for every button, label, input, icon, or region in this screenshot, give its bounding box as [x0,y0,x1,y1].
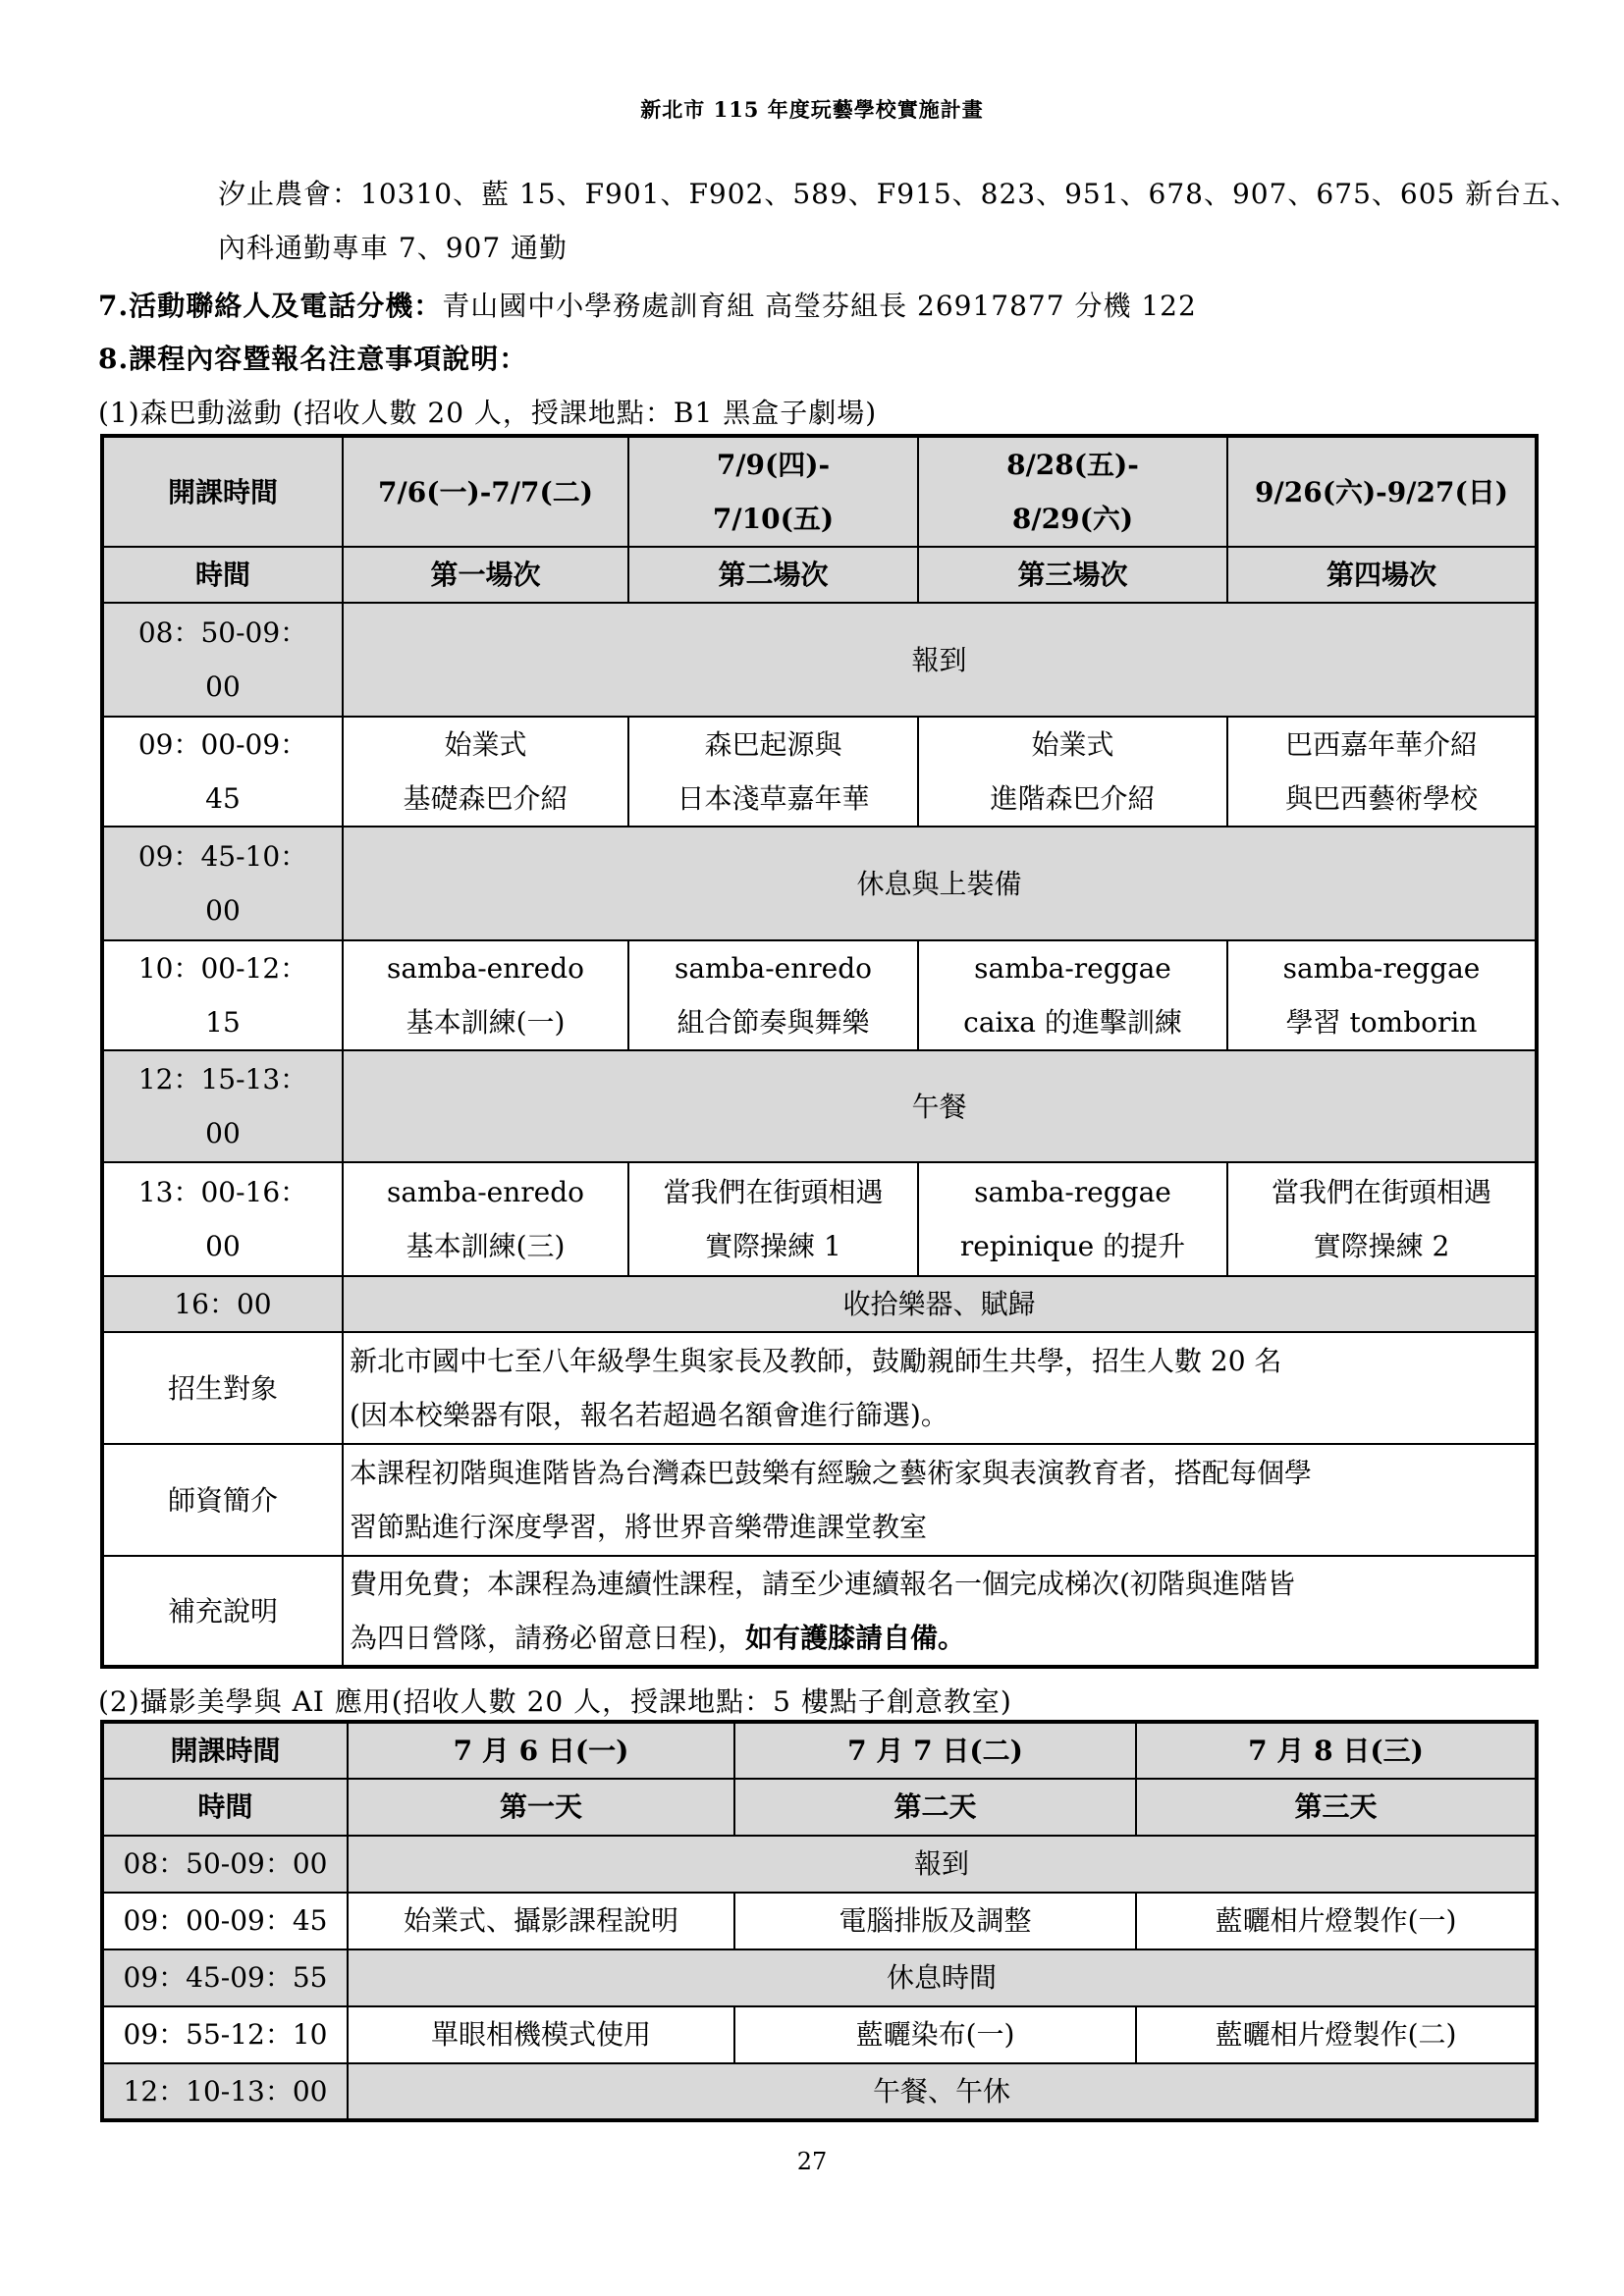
time-label: 時間 [102,547,343,603]
contact-label: 7.活動聯絡人及電話分機： [98,290,443,322]
table-row [102,1779,1537,1836]
activity-line: samba-reggae [1282,952,1481,985]
time-line: 00 [205,670,241,703]
activity-line: 實際操練 1 [705,1230,841,1262]
activity-cell: 始業式、攝影課程說明 [348,1893,734,1949]
activity-cell [343,940,628,1050]
activity-cell [628,1162,918,1276]
activity-line: 基礎森巴介紹 [403,782,568,815]
info-content [343,1556,1537,1667]
time-cell [102,717,343,827]
time-cell [102,827,343,940]
activity-line: samba-enredo [674,952,873,985]
date-cell [918,436,1227,547]
span-cell: 收拾樂器、賦歸 [343,1276,1537,1332]
activity-line: repinique 的提升 [959,1230,1186,1262]
date-line: 8/29(六) [1011,503,1134,535]
contact-value: 青山國中小學務處訓育組 高瑩芬組長 26917877 分機 122 [442,290,1197,322]
activity-cell: 單眼相機模式使用 [348,2006,734,2063]
table-row [102,1332,1537,1444]
time-line: 09：00-09： [137,728,308,761]
time-cell [102,940,343,1050]
span-cell: 休息時間 [348,1949,1537,2006]
session-label: 第三場次 [918,547,1227,603]
activity-line: 學習 tomborin [1285,1006,1478,1039]
activity-cell [918,940,1227,1050]
table-row [102,1836,1537,1893]
table-row [102,547,1537,603]
time-line: 12：15-13： [137,1063,308,1095]
table-row [102,1722,1537,1779]
time-line: 00 [205,894,241,927]
course2-title: (2)攝影美學與 AI 應用(招收人數 20 人，授課地點：5 樓點子創意教室) [98,1685,1012,1718]
info-line: 習節點進行深度學習，將世界音樂帶進課堂教室 [350,1511,928,1543]
activity-line: samba-enredo [386,1176,585,1208]
course1-schedule-table [100,434,1539,1669]
activity-line: 組合節奏與舞樂 [677,1006,870,1039]
info-line: (因本校樂器有限，報名若超過名額會進行篩選)。 [350,1399,948,1431]
span-cell: 休息與上裝備 [343,827,1537,940]
time-label: 時間 [102,1779,348,1836]
activity-cell: 藍曬相片燈製作(二) [1136,2006,1537,2063]
activity-line: 當我們在街頭相遇 [663,1176,884,1208]
time-cell: 16：00 [102,1276,343,1332]
time-line: 00 [205,1230,241,1262]
activity-line: 森巴起源與 [704,728,842,761]
time-cell: 09：45-09：55 [102,1949,348,2006]
day-label: 第三天 [1136,1779,1537,1836]
table-row [102,1893,1537,1949]
day-label: 第一天 [348,1779,734,1836]
session-label: 第二場次 [628,547,918,603]
date-cell: 7 月 7 日(二) [734,1722,1136,1779]
bus-routes-line-2: 內科通勤專車 7、907 通勤 [218,232,568,264]
activity-cell [1227,940,1537,1050]
course1-title: (1)森巴動滋動 (招收人數 20 人，授課地點：B1 黑盒子劇場) [98,397,878,429]
activity-cell [628,717,918,827]
course-info-heading: 8.課程內容暨報名注意事項說明： [98,343,528,375]
activity-cell [918,717,1227,827]
page-header-title: 新北市 115 年度玩藝學校實施計畫 [640,97,984,122]
table-row [102,940,1537,1050]
info-note-bold: 如有護膝請自備。 [744,1622,965,1654]
time-cell: 09：55-12：10 [102,2006,348,2063]
bus-routes-line-1: 汐止農會：10310、藍 15、F901、F902、589、F915、823、951、678、907、675、605 新台五、 [218,178,1580,210]
info-label: 師資簡介 [102,1444,343,1556]
table-row [102,1444,1537,1556]
info-line [350,1611,1529,1665]
activity-cell [343,717,628,827]
date-cell [628,436,918,547]
info-label: 招生對象 [102,1332,343,1444]
activity-line: samba-reggae [974,1176,1171,1208]
time-cell: 08：50-09：00 [102,1836,348,1893]
time-line: 45 [205,782,241,815]
table-row [102,1556,1537,1667]
table-row [102,1050,1537,1162]
activity-line: samba-reggae [974,952,1171,985]
info-line: 本課程初階與進階皆為台灣森巴鼓樂有經驗之藝術家與表演教育者，搭配每個學 [350,1457,1313,1489]
info-line: 新北市國中七至八年級學生與家長及教師，鼓勵親師生共學，招生人數 20 名 [350,1345,1282,1377]
activity-line: 基本訓練(三) [406,1230,566,1262]
activity-line: caixa 的進擊訓練 [963,1006,1182,1039]
time-cell [102,603,343,717]
session-label: 第四場次 [1227,547,1537,603]
time-line: 08：50-09： [137,616,308,649]
info-line: 費用免費；本課程為連續性課程，請至少連續報名一個完成梯次(初階與進階皆 [350,1568,1295,1600]
date-line: 8/28(五)- [1006,449,1139,481]
time-cell [102,1162,343,1276]
activity-line: 實際操練 2 [1313,1230,1450,1262]
activity-cell: 電腦排版及調整 [734,1893,1136,1949]
activity-line: 進階森巴介紹 [990,782,1156,815]
time-cell: 12：10-13：00 [102,2063,348,2120]
span-cell: 午餐 [343,1050,1537,1162]
date-cell: 7 月 8 日(三) [1136,1722,1537,1779]
activity-cell [628,940,918,1050]
span-cell: 午餐、午休 [348,2063,1537,2120]
date-line: 7/6(一)-7/7(二) [378,475,593,508]
table-row [102,2063,1537,2120]
activity-cell: 藍曬染布(一) [734,2006,1136,2063]
session-label: 第一場次 [343,547,628,603]
activity-line: 日本淺草嘉年華 [677,782,870,815]
activity-cell [343,1162,628,1276]
date-line: 9/26(六)-9/27(日) [1255,475,1508,508]
time-line: 10：00-12： [137,952,308,985]
date-cell [1227,436,1537,547]
time-line: 09：45-10： [137,840,308,873]
time-line: 15 [205,1006,241,1039]
course2-schedule-table [100,1720,1539,2122]
table-row [102,603,1537,717]
time-cell: 09：00-09：45 [102,1893,348,1949]
table-row [102,436,1537,547]
table-row [102,827,1537,940]
date-line: 7/9(四)- [716,449,831,481]
table-row [102,1949,1537,2006]
activity-cell [1227,1162,1537,1276]
activity-line: 始業式 [444,728,527,761]
span-cell: 報到 [348,1836,1537,1893]
table-row [102,1162,1537,1276]
table-row [102,1276,1537,1332]
activity-line: 巴西嘉年華介紹 [1284,728,1478,761]
header-label: 開課時間 [102,436,343,547]
activity-line: 基本訓練(一) [406,1006,566,1039]
span-cell: 報到 [343,603,1537,717]
info-text: 為四日營隊，請務必留意日程)， [350,1622,745,1654]
activity-line: 與巴西藝術學校 [1284,782,1478,815]
activity-line: samba-enredo [386,952,585,985]
date-cell: 7 月 6 日(一) [348,1722,734,1779]
contact-line [98,285,1197,324]
date-line: 7/10(五) [712,503,835,535]
activity-cell [1227,717,1537,827]
table-row [102,717,1537,827]
activity-line: 當我們在街頭相遇 [1271,1176,1491,1208]
page-number: 27 [796,2148,828,2175]
time-line: 13：00-16： [137,1176,308,1208]
time-line: 00 [205,1117,241,1149]
activity-cell [918,1162,1227,1276]
header-label: 開課時間 [102,1722,348,1779]
info-content [343,1332,1537,1444]
date-cell [343,436,628,547]
table-row [102,2006,1537,2063]
info-label: 補充說明 [102,1556,343,1667]
activity-line: 始業式 [1031,728,1114,761]
activity-cell: 藍曬相片燈製作(一) [1136,1893,1537,1949]
time-cell [102,1050,343,1162]
info-content [343,1444,1537,1556]
day-label: 第二天 [734,1779,1136,1836]
